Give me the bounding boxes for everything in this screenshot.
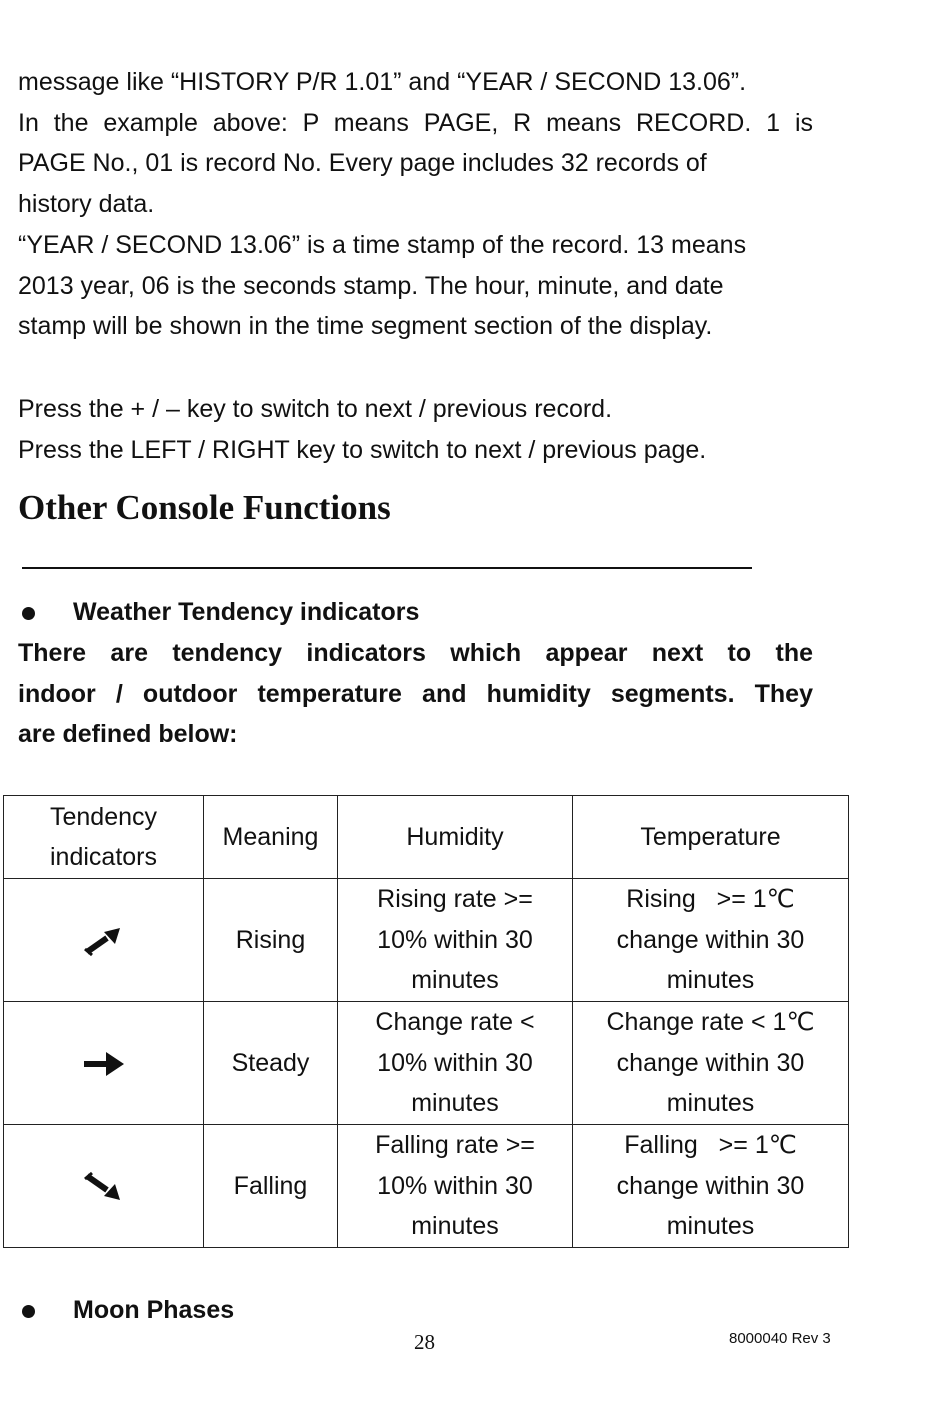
meaning-cell: Falling — [204, 1125, 338, 1248]
header-cell-meaning: Meaning — [204, 796, 338, 879]
header-cell-humidity: Humidity — [338, 796, 573, 879]
intro-line: PAGE No., 01 is record No. Every page includes 32 records of — [18, 149, 707, 178]
tendency-bullet-label: Weather Tendency indicators — [73, 598, 420, 626]
meaning-cell: Steady — [204, 1002, 338, 1125]
tendency-table — [3, 795, 849, 1248]
tendency-description-line: are defined below: — [18, 720, 238, 749]
header-cell-indicators: Tendency indicators — [4, 796, 204, 879]
arrow-rising-icon — [82, 924, 126, 958]
tendency-description — [18, 633, 813, 755]
intro-line: 2013 year, 06 is the seconds stamp. The hour, minute, and date — [18, 271, 724, 300]
humidity-cell: Falling rate >= 10% within 30 minutes — [338, 1125, 573, 1248]
tendency-description-line: indoor / outdoor temperature and humidity segments. They — [18, 679, 813, 708]
intro-line: message like “HISTORY P/R 1.01” and “YEAR / SECOND 13.06”. — [18, 68, 747, 96]
bullet-dot-icon — [22, 1305, 35, 1318]
table-row — [4, 879, 849, 1002]
arrow-steady-icon — [82, 1047, 126, 1081]
key-instruction-line: Press the + / – key to switch to next / previous record. — [18, 395, 613, 423]
arrow-falling-icon — [82, 1170, 126, 1204]
header-cell-temperature: Temperature — [573, 796, 849, 879]
page-number: 28 — [414, 1330, 435, 1354]
humidity-cell: Change rate < 10% within 30 minutes — [338, 1002, 573, 1125]
intro-line: In the example above: P means PAGE, R means RECORD. 1 is — [18, 108, 813, 137]
temperature-cell: Change rate < 1℃ change within 30 minutes — [573, 1002, 849, 1125]
intro-paragraph — [18, 62, 813, 347]
bullet-dot-icon — [22, 607, 35, 620]
table-row — [4, 1002, 849, 1125]
indicator-cell — [4, 1002, 204, 1125]
indicator-cell — [4, 1125, 204, 1248]
humidity-cell: Rising rate >= 10% within 30 minutes — [338, 879, 573, 1002]
key-instructions — [18, 389, 813, 470]
section-divider — [22, 567, 752, 569]
intro-line: stamp will be shown in the time segment section of the display. — [18, 312, 713, 341]
tendency-description-line: There are tendency indicators which appear next to the — [18, 639, 813, 667]
intro-line: “YEAR / SECOND 13.06” is a time stamp of the record. 13 means — [18, 230, 747, 259]
table-row — [4, 1125, 849, 1248]
table-header-row — [4, 796, 849, 879]
temperature-cell: Rising >= 1℃ change within 30 minutes — [573, 879, 849, 1002]
document-reference: 8000040 Rev 3 — [729, 1330, 831, 1347]
meaning-cell: Rising — [204, 879, 338, 1002]
temperature-cell: Falling >= 1℃ change within 30 minutes — [573, 1125, 849, 1248]
intro-line: history data. — [18, 190, 155, 219]
moon-phases-label: Moon Phases — [73, 1296, 235, 1324]
indicator-cell — [4, 879, 204, 1002]
key-instruction-line: Press the LEFT / RIGHT key to switch to next / previous page. — [18, 435, 707, 464]
section-heading: Other Console Functions — [18, 488, 391, 527]
